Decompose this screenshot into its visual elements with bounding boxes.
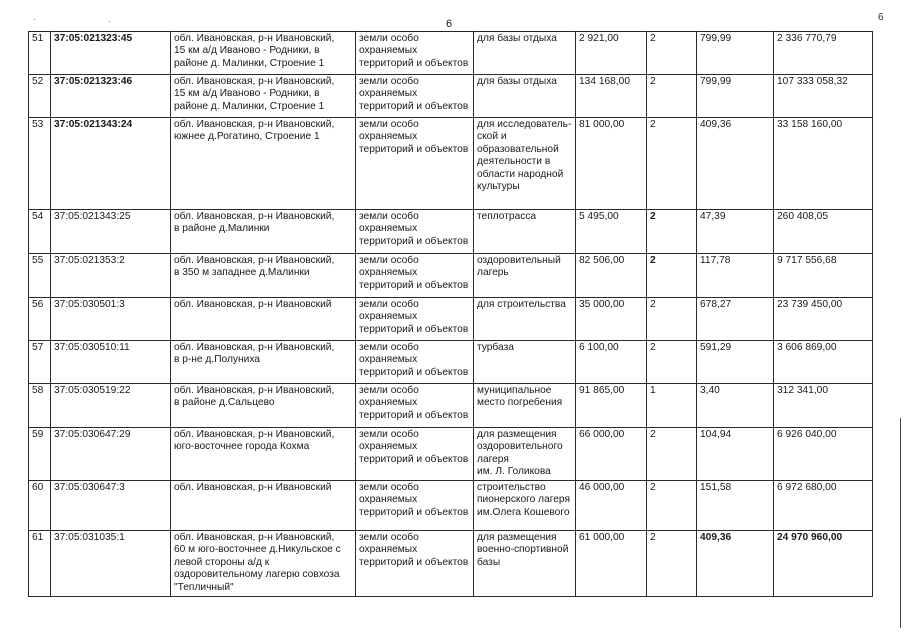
plot-area: 61 000,00 xyxy=(576,531,647,597)
cadastral-value: 9 717 556,68 xyxy=(774,254,873,298)
specific-value: 117,78 xyxy=(697,254,774,298)
specific-value: 104,94 xyxy=(697,428,774,481)
table-row xyxy=(29,298,873,341)
permitted-use: для размещения военно-спортивной базы xyxy=(474,531,576,597)
cadastral-value: 107 333 058,32 xyxy=(774,75,873,118)
cadastral-value: 312 341,00 xyxy=(774,384,873,428)
land-category: земли особо охраняемых территорий и объектов xyxy=(356,254,474,298)
table-row xyxy=(29,384,873,428)
row-number: 57 xyxy=(29,341,51,384)
table-body xyxy=(29,32,873,597)
row-number: 51 xyxy=(29,32,51,75)
land-category: земли особо охраняемых территорий и объектов xyxy=(356,341,474,384)
cadastral-number: 37:05:030519:22 xyxy=(51,384,171,428)
scan-speck: · xyxy=(108,16,111,26)
table-row xyxy=(29,428,873,481)
row-number: 59 xyxy=(29,428,51,481)
permitted-use: для исследователь- ской и образовательной деятельности в области народной культуры xyxy=(474,118,576,210)
plot-area: 81 000,00 xyxy=(576,118,647,210)
cadastral-value: 33 158 160,00 xyxy=(774,118,873,210)
page-number: 6 xyxy=(446,18,453,30)
table-row xyxy=(29,32,873,75)
cadastral-number: 37:05:021343:25 xyxy=(51,210,171,254)
land-plots-table xyxy=(28,31,873,597)
permitted-use: оздоровительный лагерь xyxy=(474,254,576,298)
plot-address: обл. Ивановская, р-н Ивановский, 60 м юго-восточнее д.Никульское с левой стороны а/д к оздоровительному лагерю совхоза "Тепличный" xyxy=(171,531,356,597)
permitted-use: для базы отдыха xyxy=(474,32,576,75)
cadastral-number: 37:05:021343:24 xyxy=(51,118,171,210)
land-category: земли особо охраняемых территорий и объектов xyxy=(356,210,474,254)
permitted-use: строительство пионерского лагеря им.Олега Кошевого xyxy=(474,481,576,531)
specific-value: 409,36 xyxy=(697,531,774,597)
plot-address: обл. Ивановская, р-н Ивановский, в р-не д.Полуниха xyxy=(171,341,356,384)
specific-value: 799,99 xyxy=(697,75,774,118)
permitted-use: турбаза xyxy=(474,341,576,384)
plot-address: обл. Ивановская, р-н Ивановский, южнее д.Рогатино, Строение 1 xyxy=(171,118,356,210)
valuation-group: 2 xyxy=(647,481,697,531)
cadastral-number: 37:05:030647:29 xyxy=(51,428,171,481)
plot-area: 134 168,00 xyxy=(576,75,647,118)
specific-value: 409,36 xyxy=(697,118,774,210)
table-row xyxy=(29,531,873,597)
valuation-group: 2 xyxy=(647,32,697,75)
specific-value: 3,40 xyxy=(697,384,774,428)
plot-area: 6 100,00 xyxy=(576,341,647,384)
plot-address: обл. Ивановская, р-н Ивановский, в районе д.Малинки xyxy=(171,210,356,254)
table-row xyxy=(29,118,873,210)
cadastral-number: 37:05:030510:11 xyxy=(51,341,171,384)
plot-address: обл. Ивановская, р-н Ивановский, в 350 м западнее д.Малинки xyxy=(171,254,356,298)
valuation-group: 2 xyxy=(647,531,697,597)
land-category: земли особо охраняемых территорий и объектов xyxy=(356,75,474,118)
cadastral-value: 6 972 680,00 xyxy=(774,481,873,531)
valuation-group: 2 xyxy=(647,210,697,254)
permitted-use: для размещения оздоровительного лагеря им. Л. Голикова xyxy=(474,428,576,481)
land-category: земли особо охраняемых территорий и объектов xyxy=(356,384,474,428)
permitted-use: для строительства xyxy=(474,298,576,341)
land-category: земли особо охраняемых территорий и объектов xyxy=(356,32,474,75)
plot-area: 66 000,00 xyxy=(576,428,647,481)
specific-value: 591,29 xyxy=(697,341,774,384)
cadastral-value: 6 926 040,00 xyxy=(774,428,873,481)
permitted-use: муниципальное место погребения xyxy=(474,384,576,428)
table-row xyxy=(29,341,873,384)
specific-value: 151,58 xyxy=(697,481,774,531)
valuation-group: 2 xyxy=(647,118,697,210)
land-category: земли особо охраняемых территорий и объектов xyxy=(356,428,474,481)
row-number: 55 xyxy=(29,254,51,298)
row-number: 54 xyxy=(29,210,51,254)
valuation-group: 2 xyxy=(647,298,697,341)
cadastral-number: 37:05:031035:1 xyxy=(51,531,171,597)
cadastral-number: 37:05:021353:2 xyxy=(51,254,171,298)
plot-address: обл. Ивановская, р-н Ивановский, 15 км а/д Иваново - Родники, в районе д. Малинки, Строение 1 xyxy=(171,75,356,118)
plot-area: 91 865,00 xyxy=(576,384,647,428)
specific-value: 47,39 xyxy=(697,210,774,254)
valuation-group: 2 xyxy=(647,254,697,298)
permitted-use: для базы отдыха xyxy=(474,75,576,118)
table-row xyxy=(29,210,873,254)
valuation-group: 2 xyxy=(647,341,697,384)
plot-area: 5 495,00 xyxy=(576,210,647,254)
scan-speck: · xyxy=(33,14,36,24)
cadastral-value: 3 606 869,00 xyxy=(774,341,873,384)
specific-value: 678,27 xyxy=(697,298,774,341)
plot-address: обл. Ивановская, р-н Ивановский, 15 км а/д Иваново - Родники, в районе д. Малинки, Строение 1 xyxy=(171,32,356,75)
corner-page-mark: 6 xyxy=(878,12,884,23)
cadastral-value: 2 336 770,79 xyxy=(774,32,873,75)
cadastral-number: 37:05:021323:46 xyxy=(51,75,171,118)
scan-edge-line xyxy=(900,418,901,628)
row-number: 58 xyxy=(29,384,51,428)
cadastral-number: 37:05:030647:3 xyxy=(51,481,171,531)
cadastral-value: 23 739 450,00 xyxy=(774,298,873,341)
land-category: земли особо охраняемых территорий и объектов xyxy=(356,481,474,531)
cadastral-number: 37:05:030501:3 xyxy=(51,298,171,341)
land-category: земли особо охраняемых территорий и объектов xyxy=(356,118,474,210)
plot-address: обл. Ивановская, р-н Ивановский, в районе д.Сальцево xyxy=(171,384,356,428)
plot-area: 46 000,00 xyxy=(576,481,647,531)
cadastral-value: 260 408,05 xyxy=(774,210,873,254)
row-number: 60 xyxy=(29,481,51,531)
cadastral-value: 24 970 960,00 xyxy=(774,531,873,597)
plot-area: 2 921,00 xyxy=(576,32,647,75)
valuation-group: 2 xyxy=(647,75,697,118)
cadastral-number: 37:05:021323:45 xyxy=(51,32,171,75)
specific-value: 799,99 xyxy=(697,32,774,75)
plot-address: обл. Ивановская, р-н Ивановский, юго-восточнее города Кохма xyxy=(171,428,356,481)
row-number: 56 xyxy=(29,298,51,341)
land-category: земли особо охраняемых территорий и объектов xyxy=(356,298,474,341)
land-category: земли особо охраняемых территорий и объектов xyxy=(356,531,474,597)
valuation-group: 1 xyxy=(647,384,697,428)
plot-address: обл. Ивановская, р-н Ивановский xyxy=(171,481,356,531)
table-row xyxy=(29,75,873,118)
valuation-group: 2 xyxy=(647,428,697,481)
row-number: 53 xyxy=(29,118,51,210)
row-number: 61 xyxy=(29,531,51,597)
plot-area: 35 000,00 xyxy=(576,298,647,341)
table-row xyxy=(29,254,873,298)
plot-address: обл. Ивановская, р-н Ивановский xyxy=(171,298,356,341)
table-row xyxy=(29,481,873,531)
permitted-use: теплотрасса xyxy=(474,210,576,254)
plot-area: 82 506,00 xyxy=(576,254,647,298)
row-number: 52 xyxy=(29,75,51,118)
